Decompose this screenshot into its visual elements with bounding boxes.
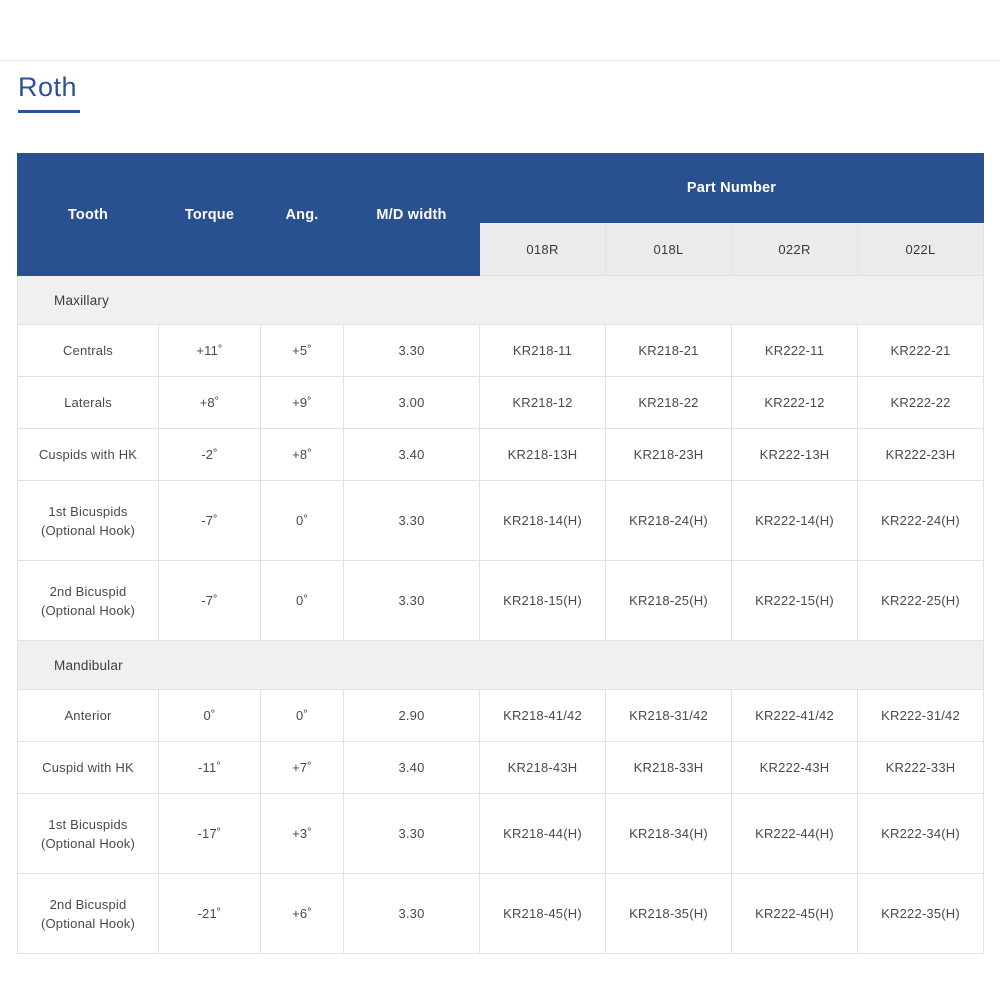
cell-tooth: Cuspid with HK — [18, 742, 159, 794]
spec-table — [17, 153, 984, 954]
cell-tooth: Centrals — [18, 325, 159, 377]
table-row — [18, 690, 984, 742]
cell-ang: +8˚ — [261, 429, 344, 481]
cell-part-022r: KR222-14(H) — [732, 481, 858, 561]
column-header-torque: Torque — [159, 154, 261, 276]
cell-part-018r: KR218-11 — [480, 325, 606, 377]
table-row — [18, 377, 984, 429]
cell-part-022l: KR222-23H — [858, 429, 984, 481]
top-divider — [0, 60, 1000, 61]
cell-tooth-line2: (Optional Hook) — [40, 835, 136, 851]
cell-md-width: 3.00 — [344, 377, 480, 429]
cell-tooth-line1: 2nd Bicuspid — [49, 896, 127, 912]
cell-part-018r: KR218-13H — [480, 429, 606, 481]
cell-md-width: 3.30 — [344, 794, 480, 874]
cell-part-022l: KR222-21 — [858, 325, 984, 377]
cell-torque: -17˚ — [159, 794, 261, 874]
table-row — [18, 742, 984, 794]
cell-part-022l: KR222-25(H) — [858, 561, 984, 641]
cell-tooth: Laterals — [18, 377, 159, 429]
cell-part-022l: KR222-35(H) — [858, 874, 984, 954]
cell-part-022l: KR222-34(H) — [858, 794, 984, 874]
cell-ang: +5˚ — [261, 325, 344, 377]
cell-torque: -2˚ — [159, 429, 261, 481]
cell-tooth-line1: 1st Bicuspids — [48, 503, 128, 519]
cell-torque: 0˚ — [159, 690, 261, 742]
subheader-018r: 018R — [480, 223, 606, 276]
table-header-row — [18, 154, 984, 223]
cell-part-018r: KR218-45(H) — [480, 874, 606, 954]
cell-part-018l: KR218-25(H) — [606, 561, 732, 641]
cell-part-022l: KR222-33H — [858, 742, 984, 794]
cell-ang: +9˚ — [261, 377, 344, 429]
cell-part-022l: KR222-31/42 — [858, 690, 984, 742]
cell-part-018r: KR218-12 — [480, 377, 606, 429]
cell-ang: 0˚ — [261, 561, 344, 641]
cell-part-018l: KR218-23H — [606, 429, 732, 481]
cell-md-width: 3.40 — [344, 429, 480, 481]
cell-part-022r: KR222-15(H) — [732, 561, 858, 641]
cell-part-022r: KR222-43H — [732, 742, 858, 794]
cell-tooth — [18, 874, 159, 954]
cell-part-022r: KR222-41/42 — [732, 690, 858, 742]
cell-md-width: 3.30 — [344, 561, 480, 641]
cell-part-022r: KR222-12 — [732, 377, 858, 429]
section-label-mandibular: Mandibular — [18, 641, 984, 690]
column-header-tooth: Tooth — [18, 154, 159, 276]
page-title-block — [18, 70, 80, 113]
cell-torque: -7˚ — [159, 481, 261, 561]
section-label-maxillary: Maxillary — [18, 276, 984, 325]
table-head — [18, 154, 984, 276]
cell-part-018l: KR218-34(H) — [606, 794, 732, 874]
cell-torque: +11˚ — [159, 325, 261, 377]
cell-ang: +6˚ — [261, 874, 344, 954]
cell-tooth: Anterior — [18, 690, 159, 742]
cell-tooth-line2: (Optional Hook) — [40, 602, 136, 618]
cell-md-width: 3.30 — [344, 874, 480, 954]
cell-part-018l: KR218-35(H) — [606, 874, 732, 954]
table-row — [18, 874, 984, 954]
cell-ang: +3˚ — [261, 794, 344, 874]
cell-part-018l: KR218-24(H) — [606, 481, 732, 561]
cell-torque: -21˚ — [159, 874, 261, 954]
cell-part-018l: KR218-21 — [606, 325, 732, 377]
page-title: Roth — [18, 72, 78, 102]
cell-tooth — [18, 794, 159, 874]
cell-part-018l: KR218-31/42 — [606, 690, 732, 742]
cell-part-018r: KR218-44(H) — [480, 794, 606, 874]
column-header-part-number: Part Number — [480, 154, 984, 223]
spec-table-container — [17, 153, 983, 954]
cell-torque: -7˚ — [159, 561, 261, 641]
table-row — [18, 561, 984, 641]
table-row — [18, 325, 984, 377]
cell-part-022r: KR222-11 — [732, 325, 858, 377]
subheader-018l: 018L — [606, 223, 732, 276]
column-header-ang: Ang. — [261, 154, 344, 276]
table-body — [18, 276, 984, 954]
cell-tooth-line2: (Optional Hook) — [40, 522, 136, 538]
cell-tooth-line2: (Optional Hook) — [40, 915, 136, 931]
cell-tooth: Cuspids with HK — [18, 429, 159, 481]
cell-tooth-line1: 1st Bicuspids — [48, 816, 128, 832]
cell-md-width: 2.90 — [344, 690, 480, 742]
cell-md-width: 3.40 — [344, 742, 480, 794]
cell-md-width: 3.30 — [344, 481, 480, 561]
cell-part-018r: KR218-43H — [480, 742, 606, 794]
table-row — [18, 481, 984, 561]
section-row-mandibular — [18, 641, 984, 690]
cell-part-022r: KR222-45(H) — [732, 874, 858, 954]
cell-torque: +8˚ — [159, 377, 261, 429]
cell-part-022l: KR222-24(H) — [858, 481, 984, 561]
table-row — [18, 794, 984, 874]
cell-md-width: 3.30 — [344, 325, 480, 377]
cell-ang: +7˚ — [261, 742, 344, 794]
column-header-md-width: M/D width — [344, 154, 480, 276]
cell-part-018r: KR218-41/42 — [480, 690, 606, 742]
cell-ang: 0˚ — [261, 481, 344, 561]
cell-part-022r: KR222-13H — [732, 429, 858, 481]
section-row-maxillary — [18, 276, 984, 325]
cell-part-018l: KR218-33H — [606, 742, 732, 794]
table-row — [18, 429, 984, 481]
cell-part-018r: KR218-14(H) — [480, 481, 606, 561]
cell-part-018l: KR218-22 — [606, 377, 732, 429]
cell-part-022r: KR222-44(H) — [732, 794, 858, 874]
cell-ang: 0˚ — [261, 690, 344, 742]
cell-torque: -11˚ — [159, 742, 261, 794]
cell-tooth — [18, 561, 159, 641]
title-underline — [18, 110, 80, 113]
cell-tooth — [18, 481, 159, 561]
subheader-022l: 022L — [858, 223, 984, 276]
cell-part-022l: KR222-22 — [858, 377, 984, 429]
cell-part-018r: KR218-15(H) — [480, 561, 606, 641]
cell-tooth-line1: 2nd Bicuspid — [49, 583, 127, 599]
subheader-022r: 022R — [732, 223, 858, 276]
